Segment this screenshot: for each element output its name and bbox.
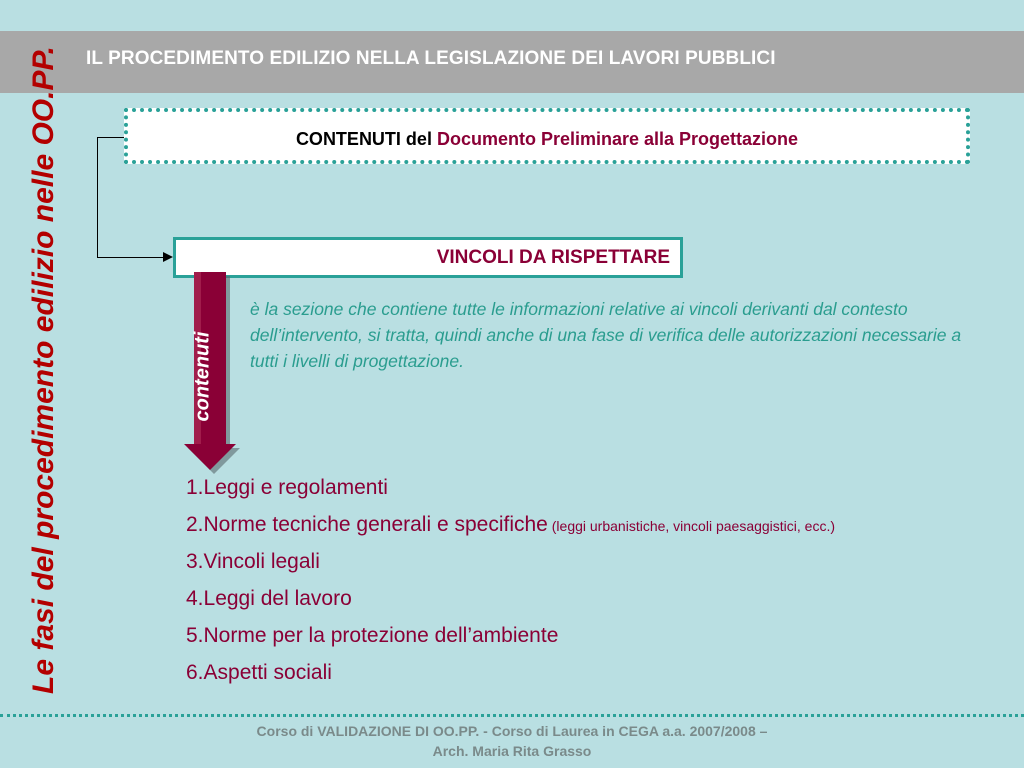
page-title: IL PROCEDIMENTO EDILIZIO NELLA LEGISLAZIONE DEI LAVORI PUBBLICI	[86, 48, 776, 69]
connector-line-vertical	[97, 137, 98, 258]
section-description: è la sezione che contiene tutte le informazioni relative ai vincoli derivanti dal contesto dell’intervento, si tratta, quindi anche di una fase di verifica delle autorizzazioni necessarie a tutti i livelli di progettazione.	[250, 299, 962, 371]
connector-line-top	[97, 137, 124, 138]
document-title-box	[124, 108, 970, 164]
document-title	[128, 129, 966, 150]
list-item: 4.Leggi del lavoro	[186, 587, 352, 610]
list-item: 5.Norme per la protezione dell’ambiente	[186, 624, 559, 647]
section-title: VINCOLI DA RISPETTARE	[436, 247, 670, 268]
list-item: 1.Leggi e regolamenti	[186, 476, 388, 499]
list-item: 3.Vincoli legali	[186, 550, 320, 573]
constraints-list	[186, 474, 835, 696]
footer-line-1: Corso di VALIDAZIONE DI OO.PP. - Corso di Laurea in CEGA a.a. 2007/2008 –	[256, 723, 768, 739]
footer-divider	[0, 714, 1024, 717]
connector-line-bottom	[97, 257, 163, 258]
section-title-box	[173, 237, 683, 278]
arrow-label: contenuti	[191, 331, 214, 422]
footer-line-2: Arch. Maria Rita Grasso	[432, 743, 592, 759]
vertical-side-title: Le fasi del procedimento edilizio nelle OO.PP.	[27, 46, 60, 694]
document-title-highlight: Documento Preliminare alla Progettazione	[436, 129, 799, 149]
document-title-prefix: CONTENUTI del	[295, 129, 437, 149]
list-item: 6.Aspetti sociali	[186, 661, 332, 684]
list-item: 2.Norme tecniche generali e specifiche (leggi urbanistiche, vincoli paesaggistici, ecc.)	[186, 513, 836, 536]
connector-arrow-icon	[163, 252, 173, 262]
list-item-note: (leggi urbanistiche, vincoli paesaggistici, ecc.)	[547, 518, 836, 534]
footer	[100, 721, 924, 761]
